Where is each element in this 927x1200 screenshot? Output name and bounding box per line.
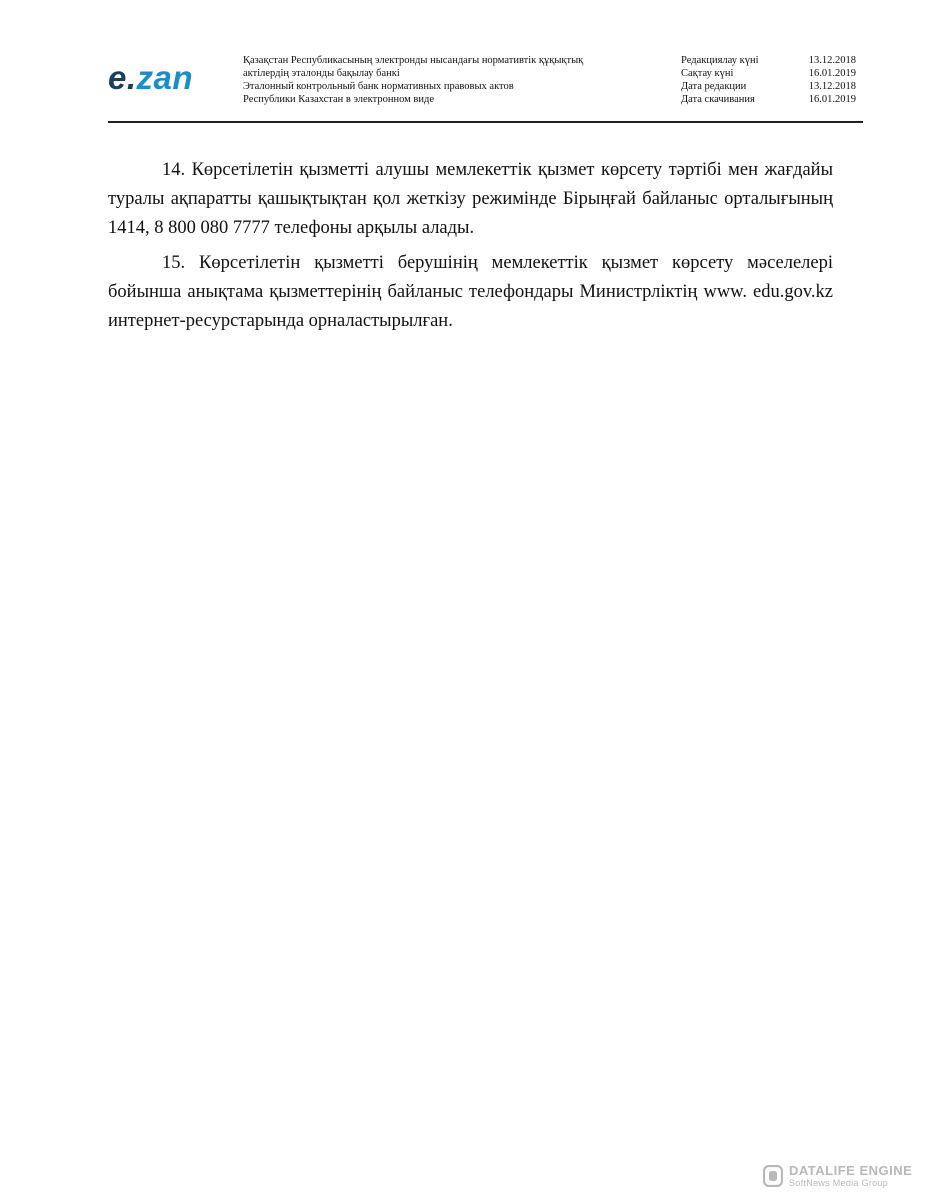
meta-dates	[681, 54, 856, 106]
org-line-ru-2: Республики Казахстан в электронном виде	[243, 94, 434, 105]
ezan-logo	[108, 58, 193, 98]
datalife-watermark	[763, 1161, 912, 1191]
logo-part-zan: zan	[136, 59, 194, 96]
meta-row-download-date-ru	[681, 93, 856, 106]
meta-value: 16.01.2019	[808, 68, 856, 79]
datalife-engine-icon	[763, 1165, 783, 1187]
meta-label: Дата редакции	[681, 81, 747, 92]
meta-label: Редакциялау күні	[681, 55, 759, 66]
meta-value: 13.12.2018	[808, 55, 856, 66]
org-title	[243, 54, 583, 106]
org-line-kz-1: Қазақстан Республикасының электронды нысандағы нормативтік құқықтық	[243, 55, 584, 66]
header-divider	[108, 121, 863, 123]
meta-label: Сақтау күні	[681, 68, 734, 79]
org-line-ru-1: Эталонный контрольный банк нормативных правовых актов	[243, 81, 514, 92]
logo-part-e: e.	[108, 59, 137, 96]
watermark-subtitle: SoftNews Media Group	[789, 1177, 889, 1188]
paragraph-14: 14. Көрсетілетін қызметті алушы мемлекеттік қызмет көрсету тәртібі мен жағдайы туралы ақпаратты қашықтықтан қол жеткізу режимінде Бірыңғай байланыс орталығының 1414, 8 800 080 7777 телефоны арқылы алады.	[108, 160, 833, 238]
watermark-text	[789, 1164, 912, 1189]
meta-row-edit-date-kz	[681, 54, 856, 67]
watermark-title: DATALIFE ENGINE	[789, 1162, 913, 1178]
meta-label: Дата скачивания	[681, 94, 755, 105]
org-line-kz-2: актілердің эталонды бақылау банкі	[243, 68, 400, 79]
meta-row-save-date-kz	[681, 67, 856, 80]
document-body	[108, 156, 833, 342]
document-header	[108, 50, 863, 122]
meta-row-edit-date-ru	[681, 80, 856, 93]
paragraph-15: 15. Көрсетілетін қызметті берушінің мемлекеттік қызмет көрсету мәселелері бойынша анықтама қызметтерінің байланыс телефондары Министрліктің www. edu.gov.kz интернет-ресурстарында орналастырылған.	[108, 253, 833, 331]
meta-value: 13.12.2018	[808, 81, 856, 92]
meta-value: 16.01.2019	[808, 94, 856, 105]
